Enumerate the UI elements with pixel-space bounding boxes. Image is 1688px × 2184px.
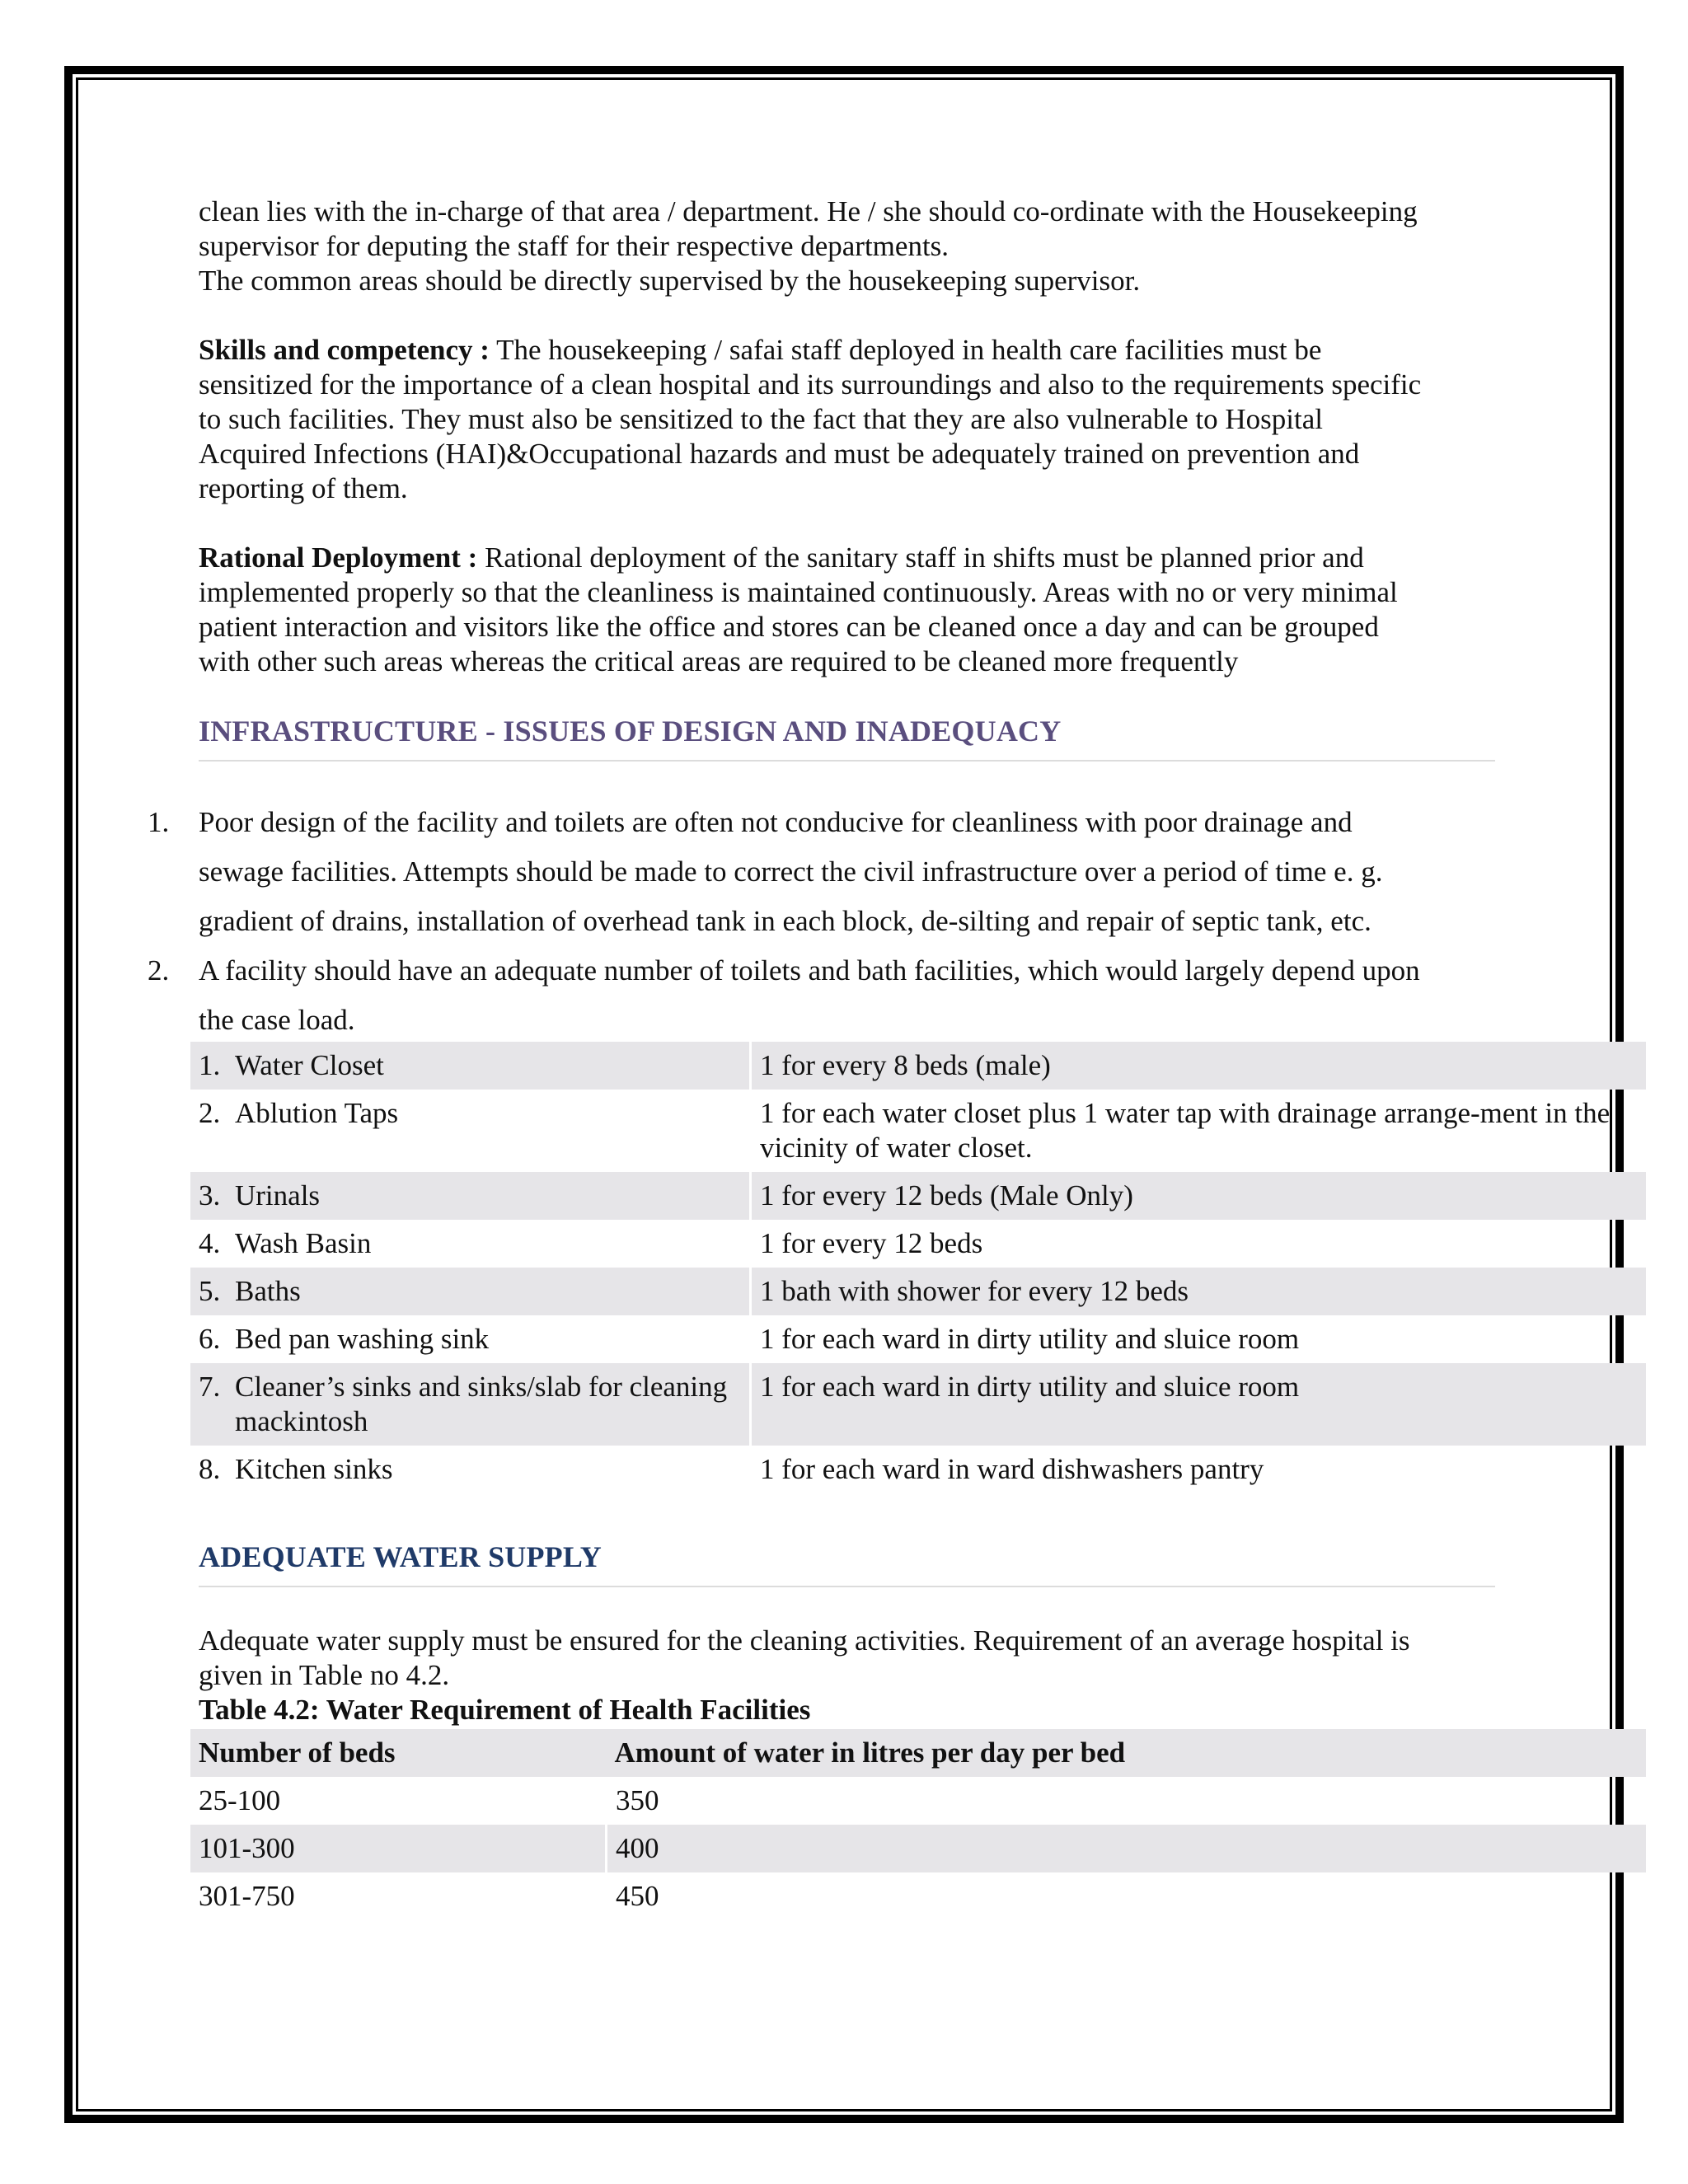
list-item-number: 2. xyxy=(148,954,170,987)
table-row xyxy=(190,1872,1646,1920)
table-cell-requirement: 1 for every 12 beds xyxy=(760,1227,983,1259)
list-item xyxy=(148,946,1493,1045)
table-row xyxy=(190,1090,1646,1172)
deployment-line: implemented properly so that the cleanliness is maintained continuously. Areas with no or very minimal xyxy=(199,576,1398,608)
table-cell-beds: 301-750 xyxy=(190,1872,607,1920)
table-cell-number: 7. xyxy=(190,1363,227,1446)
table-cell-item: Wash Basin xyxy=(227,1220,751,1268)
table-cell-number: 8. xyxy=(199,1453,221,1485)
toilet-requirements-table xyxy=(190,1042,1646,1493)
water-line: given in Table no 4.2. xyxy=(199,1659,450,1691)
table-cell-requirement: 1 bath with shower for every 12 beds xyxy=(751,1268,1647,1315)
intro-paragraph xyxy=(199,194,1493,298)
table-row xyxy=(190,1315,1646,1363)
table-cell-requirement: 1 for each ward in dirty utility and sluice room xyxy=(760,1323,1300,1355)
table-cell-requirement: 1 for every 8 beds (male) xyxy=(751,1042,1647,1090)
page-content xyxy=(148,194,1611,1920)
table-cell-number: 4. xyxy=(199,1227,221,1259)
skills-line: Acquired Infections (HAI)&Occupational hazards and must be adequately trained on prevention and xyxy=(199,438,1360,470)
table-row xyxy=(190,1825,1646,1872)
infrastructure-heading: INFRASTRUCTURE - ISSUES OF DESIGN AND INADEQUACY xyxy=(199,714,1495,762)
table-row xyxy=(190,1220,1646,1268)
table-row xyxy=(190,1777,1646,1825)
table-cell-number: 6. xyxy=(199,1323,221,1355)
table-row xyxy=(190,1042,1646,1090)
deployment-line: with other such areas whereas the critical areas are required to be cleaned more frequently xyxy=(199,645,1239,677)
table-cell-item: Urinals xyxy=(227,1172,751,1220)
intro-line: supervisor for deputing the staff for their respective departments. xyxy=(199,230,950,262)
list-item-line: the case load. xyxy=(199,1004,355,1036)
table-cell-amount: 350 xyxy=(616,1784,659,1816)
table-cell-amount: 450 xyxy=(616,1880,659,1912)
column-header-beds: Number of beds xyxy=(190,1729,607,1777)
infrastructure-list xyxy=(148,798,1493,1045)
table-caption: Table 4.2: Water Requirement of Health Facilities xyxy=(199,1694,811,1726)
deployment-label: Rational Deployment : xyxy=(199,541,478,574)
water-supply-heading: ADEQUATE WATER SUPPLY xyxy=(199,1540,1495,1587)
table-cell-item: Cleaner’s sinks and sinks/slab for cleaning mackintosh xyxy=(227,1363,751,1446)
table-cell-number: 5. xyxy=(190,1268,227,1315)
list-item-line: Poor design of the facility and toilets are often not conducive for cleanliness with poor drainage and xyxy=(199,806,1353,838)
table-row xyxy=(190,1446,1646,1493)
table-row xyxy=(190,1363,1646,1446)
table-cell-requirement: 1 for each ward in dirty utility and sluice room xyxy=(751,1363,1647,1446)
table-header-row xyxy=(190,1729,1646,1777)
water-paragraph xyxy=(199,1624,1493,1693)
intro-line: The common areas should be directly supervised by the housekeeping supervisor. xyxy=(199,265,1141,297)
list-item-line: gradient of drains, installation of overhead tank in each block, de-silting and repair of septic tank, etc. xyxy=(199,905,1372,937)
table-cell-beds: 25-100 xyxy=(190,1777,607,1825)
table-cell-item: Water Closet xyxy=(227,1042,751,1090)
table-cell-requirement: 1 for each water closet plus 1 water tap with drainage arrange-ment in the vicinity of water closet. xyxy=(760,1097,1611,1164)
list-item-number: 1. xyxy=(148,806,170,838)
table-cell-number: 3. xyxy=(190,1172,227,1220)
list-item-line: sewage facilities. Attempts should be made to correct the civil infrastructure over a period of time e. g. xyxy=(199,855,1383,888)
table-cell-requirement: 1 for every 12 beds (Male Only) xyxy=(751,1172,1647,1220)
list-item-line: A facility should have an adequate number of toilets and bath facilities, which would largely depend upon xyxy=(199,954,1420,987)
table-cell-item: Ablution Taps xyxy=(227,1090,751,1172)
skills-line: sensitized for the importance of a clean hospital and its surroundings and also to the requirements specific xyxy=(199,368,1422,401)
table-row xyxy=(190,1268,1646,1315)
table-cell-item: Baths xyxy=(227,1268,751,1315)
table-cell-requirement: 1 for each ward in ward dishwashers pantry xyxy=(760,1453,1264,1485)
table-cell-item: Kitchen sinks xyxy=(227,1446,751,1493)
table-cell-amount: 400 xyxy=(607,1825,1647,1872)
skills-line: to such facilities. They must also be sensitized to the fact that they are also vulnerable to Hospital xyxy=(199,403,1323,435)
skills-text: The housekeeping / safai staff deployed in health care facilities must be xyxy=(489,334,1322,366)
skills-label: Skills and competency : xyxy=(199,334,490,366)
deployment-line: patient interaction and visitors like the office and stores can be cleaned once a day and can be grouped xyxy=(199,611,1379,643)
water-line: Adequate water supply must be ensured for the cleaning activities. Requirement of an average hospital is xyxy=(199,1624,1410,1657)
table-row xyxy=(190,1172,1646,1220)
table-cell-beds: 101-300 xyxy=(190,1825,607,1872)
deployment-paragraph xyxy=(199,541,1493,679)
list-item xyxy=(148,798,1493,946)
intro-line: clean lies with the in-charge of that area / department. He / she should co-ordinate with the Housekeeping xyxy=(199,195,1418,227)
deployment-text: Rational deployment of the sanitary staff in shifts must be planned prior and xyxy=(477,541,1364,574)
table-cell-number: 2. xyxy=(199,1097,221,1129)
table-cell-number: 1. xyxy=(190,1042,227,1090)
table-cell-item: Bed pan washing sink xyxy=(227,1315,751,1363)
water-requirement-table xyxy=(190,1729,1646,1920)
skills-line: reporting of them. xyxy=(199,472,408,504)
column-header-amount: Amount of water in litres per day per bed xyxy=(607,1729,1647,1777)
skills-paragraph xyxy=(199,333,1493,506)
